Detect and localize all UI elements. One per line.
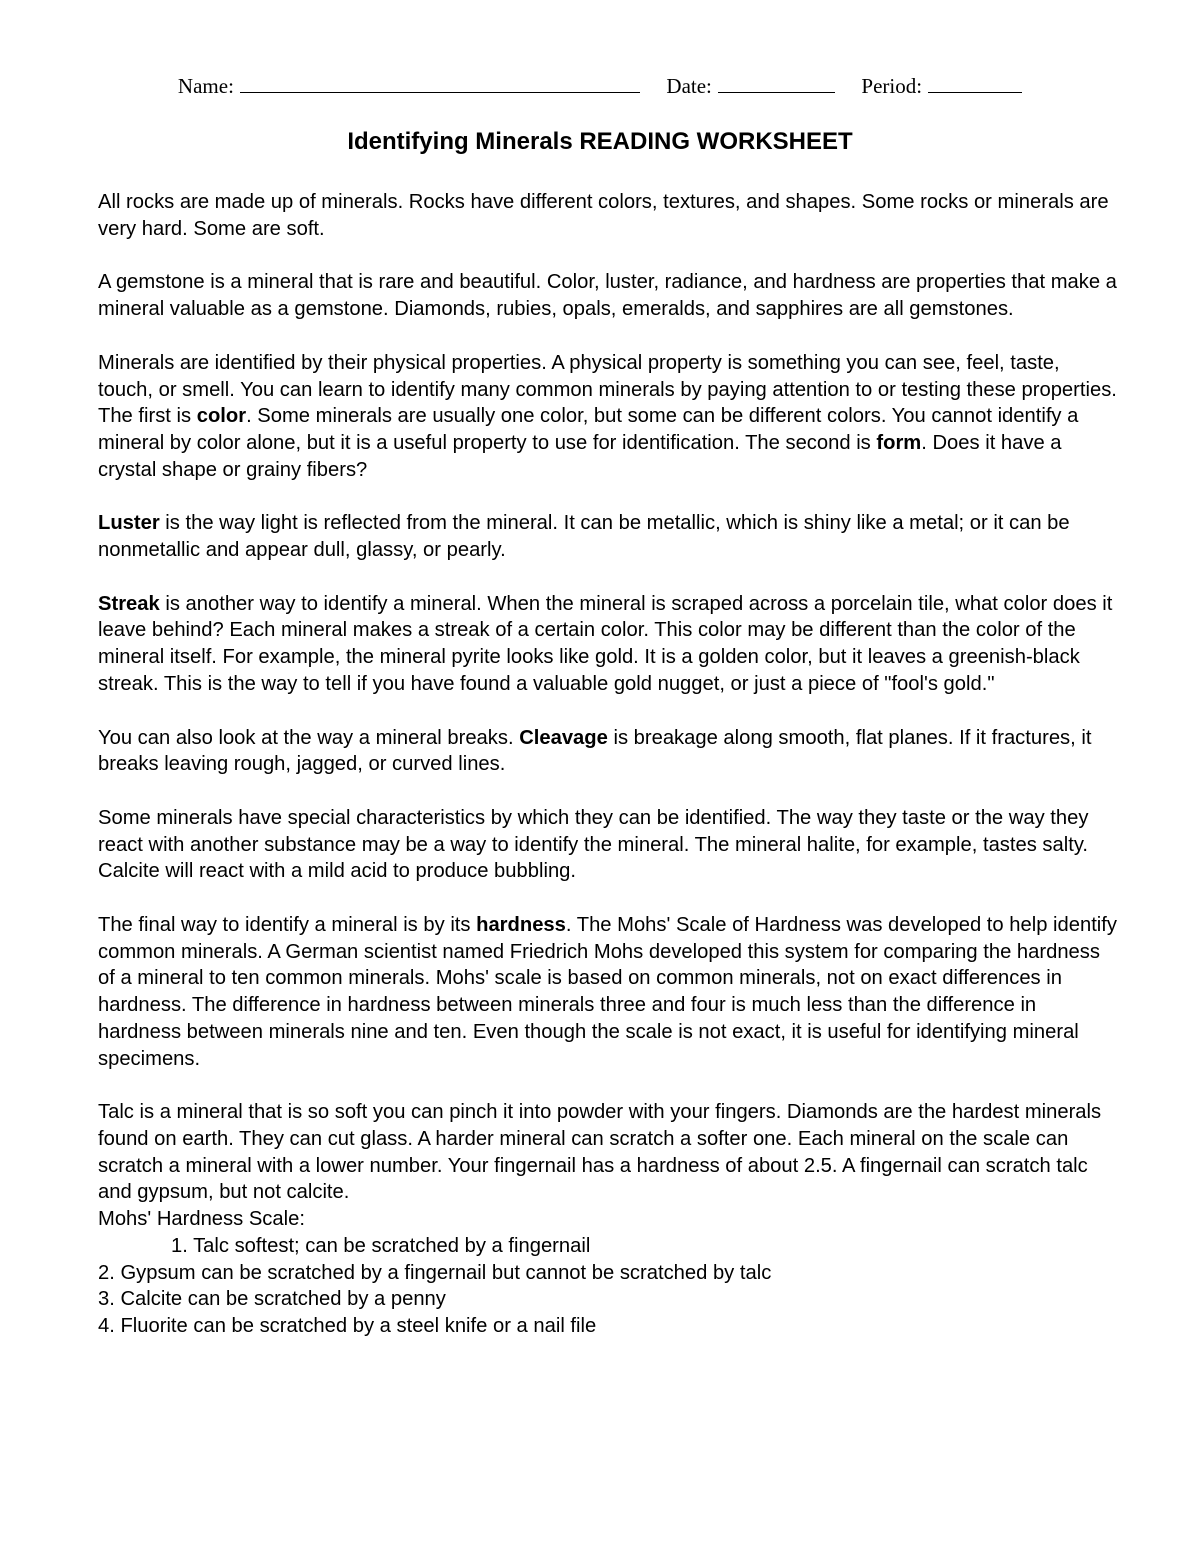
paragraph-rocks: All rocks are made up of minerals. Rocks have different colors, textures, and shapes. Some rocks or minerals are very hard. Some are soft. bbox=[98, 191, 1109, 240]
term-streak: Streak bbox=[98, 592, 160, 615]
date-label: Date: bbox=[666, 74, 712, 98]
term-luster: Luster bbox=[98, 512, 160, 535]
term-form: form bbox=[876, 431, 922, 454]
term-cleavage: Cleavage bbox=[519, 726, 608, 749]
mohs-scale-item: 1. Talc softest; can be scratched by a fingernail bbox=[171, 1234, 591, 1257]
paragraph-hardness: The final way to identify a mineral is by its hardness. The Mohs' Scale of Hardness was developed to help identify common minerals. A German scientist named Friedrich Mohs developed this system for comparing the hardness of a mineral to ten common minerals. Mohs' scale is based on common minerals, not on exact differences in hardness. The difference in hardness between minerals three and four is much less than the difference in hardness between minerals nine and ten. Even though the scale is not exact, it is useful for identifying mineral specimens. bbox=[98, 914, 1117, 1070]
period-blank-line bbox=[928, 72, 1022, 93]
student-info-header bbox=[0, 72, 1200, 99]
mohs-scale-item: 4. Fluorite can be scratched by a steel knife or a nail file bbox=[98, 1314, 597, 1337]
paragraph-gemstone: A gemstone is a mineral that is rare and beautiful. Color, luster, radiance, and hardness are properties that make a mineral valuable as a gemstone. Diamonds, rubies, opals, emeralds, and sapphires are all gemstones. bbox=[98, 271, 1117, 321]
mohs-scale-heading: Mohs' Hardness Scale: bbox=[98, 1208, 305, 1231]
mohs-scale-item: 3. Calcite can be scratched by a penny bbox=[98, 1288, 446, 1311]
reading-passage bbox=[98, 189, 1118, 1340]
date-blank-line bbox=[718, 72, 835, 93]
term-hardness: hardness bbox=[476, 914, 566, 937]
paragraph-physical-properties: Minerals are identified by their physical properties. A physical property is something you can see, feel, taste, touch, or smell. You can learn to identify many common minerals by paying attention to or testing these properties. The first is color. Some minerals are usually one color, but some can be different colors. You cannot identify a mineral by color alone, but it is a useful property to use for identification. The second is form. Does it have a crystal shape or grainy fibers? bbox=[98, 351, 1117, 481]
term-color: color bbox=[196, 405, 247, 428]
name-blank-line bbox=[240, 72, 640, 93]
worksheet-title: Identifying Minerals READING WORKSHEET bbox=[347, 128, 853, 155]
paragraph-streak: Streak is another way to identify a mineral. When the mineral is scraped across a porcelain tile, what color does it leave behind? Each mineral makes a streak of a certain color. This color may be different than the color of the mineral itself. For example, the mineral pyrite looks like gold. It is a golden color, but it leaves a greenish-black streak. This is the way to tell if you have found a valuable gold nugget, or just a piece of "fool's gold." bbox=[98, 592, 1113, 695]
paragraph-luster: Luster is the way light is reflected from the mineral. It can be metallic, which is shiny like a metal; or it can be nonmetallic and appear dull, glassy, or pearly. bbox=[98, 512, 1070, 562]
paragraph-cleavage: You can also look at the way a mineral breaks. Cleavage is breakage along smooth, flat planes. If it fractures, it breaks leaving rough, jagged, or curved lines. bbox=[98, 726, 1092, 776]
paragraph-special-characteristics: Some minerals have special characteristics by which they can be identified. The way they taste or the way they react with another substance may be a way to identify the mineral. The mineral halite, for example, tastes salty. Calcite will react with a mild acid to produce bubbling. bbox=[98, 806, 1089, 883]
name-label: Name: bbox=[177, 74, 234, 98]
mohs-scale-item: 2. Gypsum can be scratched by a fingernail but cannot be scratched by talc bbox=[98, 1261, 772, 1284]
paragraph-talc: Talc is a mineral that is so soft you can pinch it into powder with your fingers. Diamonds are the hardest minerals found on earth. They can cut glass. A harder mineral can scratch a softer one. Each mineral on the scale can scratch a mineral with a lower number. Your fingernail has a hardness of about 2.5. A fingernail can scratch talc and gypsum, but not calcite. bbox=[98, 1101, 1102, 1204]
period-label: Period: bbox=[861, 74, 923, 98]
